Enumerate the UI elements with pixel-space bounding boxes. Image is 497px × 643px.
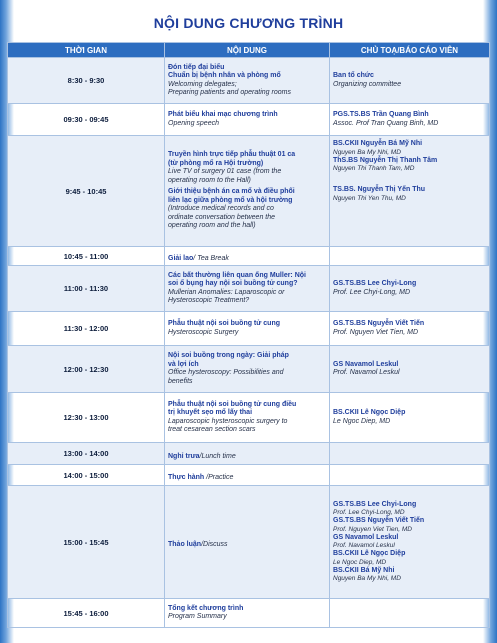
content-vi: Thảo luận xyxy=(168,541,202,548)
table-row xyxy=(8,58,490,104)
content-vi: Thực hành xyxy=(168,474,205,481)
chair-en: Nguyen Ba My Nhi, MD xyxy=(333,148,401,156)
content-cell xyxy=(165,599,330,628)
content-en: Program Summary xyxy=(168,613,227,620)
table-row xyxy=(8,599,490,628)
table-row xyxy=(8,312,490,346)
chair-cell xyxy=(330,443,490,465)
chair-en: Prof. Nguyen Viet Tien, MD xyxy=(333,328,419,336)
chair-vi: GS.TS.BS Lee Chyi-Long xyxy=(333,280,417,287)
chair-vi: GS.TS.BS Nguyễn Viết Tiến xyxy=(333,517,425,525)
content-en: Opening speech xyxy=(168,119,219,127)
chair-en: Organizing committee xyxy=(333,80,402,88)
time-cell: 12:00 - 12:30 xyxy=(8,346,165,393)
content-en: Office hysteroscopy: Possibilities and xyxy=(168,369,284,376)
time-cell: 12:30 - 13:00 xyxy=(8,393,165,443)
content-vi: Phẫu thuật nội soi buồng tử cung điều xyxy=(168,400,297,408)
chair-cell xyxy=(330,599,490,628)
chair-vi: BS.CKII Lê Ngọc Diệp xyxy=(333,550,406,558)
header-chair: CHỦ TOẠ/BÁO CÁO VIÊN xyxy=(330,43,490,58)
content-cell xyxy=(165,104,330,136)
content-en: Preparing patients and operating rooms xyxy=(168,89,291,96)
content-vi: Các bất thường liên quan ống Muller: Nội xyxy=(168,271,306,279)
content-cell xyxy=(165,58,330,104)
content-cell xyxy=(165,346,330,393)
table-row xyxy=(8,266,490,312)
content-en: Welcoming delegates; xyxy=(168,80,237,88)
content-vi: Phẫu thuật nội soi buồng tử cung xyxy=(168,320,280,327)
chair-en: Prof. Navamol Leskul xyxy=(333,369,400,376)
content-cell xyxy=(165,486,330,599)
chair-en: Nguyen Ba My Nhi, MD xyxy=(333,575,401,583)
chair-en: Prof. Nguyen Viet Tien, MD xyxy=(333,525,412,533)
chair-vi: BS.CKII Bá Mỹ Nhi xyxy=(333,566,395,574)
table-row xyxy=(8,247,490,266)
content-sep: / xyxy=(199,452,202,460)
time-cell: 14:00 - 15:00 xyxy=(8,465,165,486)
content-en: treat cesarean section scars xyxy=(168,426,256,433)
content-sep: / xyxy=(201,541,204,548)
chair-cell xyxy=(330,312,490,346)
chair-cell xyxy=(330,465,490,486)
chair-vi: GS Navamol Leskul xyxy=(333,533,399,541)
content-vi: Giải lao xyxy=(168,255,194,262)
content-en: Live TV of surgery 01 case (from the xyxy=(168,168,282,176)
table-row xyxy=(8,486,490,599)
content-cell xyxy=(165,443,330,465)
chair-cell xyxy=(330,486,490,599)
content-cell xyxy=(165,393,330,443)
table-row xyxy=(8,465,490,486)
chair-vi: PGS.TS.BS Trần Quang Bình xyxy=(333,111,429,118)
chair-vi: TS.BS. Nguyễn Thị Yến Thu xyxy=(333,186,426,193)
content-sep: / xyxy=(193,255,198,262)
chair-en: Nguyen Thi Yen Thu, MD xyxy=(333,194,406,202)
content-vi: soi ổ bụng hay nội soi buồng tử cung? xyxy=(168,280,298,287)
content-vi: (từ phòng mổ ra Hội trường) xyxy=(168,159,264,167)
content-vi: Chuẩn bị bệnh nhân và phòng mổ xyxy=(168,72,281,79)
content-en: ordinate conversation between the xyxy=(168,213,276,221)
content-cell xyxy=(165,465,330,486)
chair-en: Prof. Lee Chyi-Long, MD xyxy=(333,288,411,296)
chair-vi: GS Navamol Leskul xyxy=(333,360,399,368)
content-vi: Tổng kết chương trình xyxy=(168,604,244,612)
chair-vi: ThS.BS Nguyễn Thị Thanh Tâm xyxy=(333,156,438,164)
table-row xyxy=(8,136,490,247)
content-en: Mullerian Anomalies: Laparoscopic or xyxy=(168,288,285,296)
table-row xyxy=(8,393,490,443)
chair-en: Prof. Lee Chyi-Long, MD xyxy=(333,509,405,517)
chair-cell xyxy=(330,104,490,136)
table-row xyxy=(8,443,490,465)
chair-vi: BS.CKII Nguyễn Bá Mỹ Nhi xyxy=(333,140,423,147)
content-vi: Nội soi buồng trong ngày: Giải pháp xyxy=(168,352,289,359)
chair-en: Le Ngoc Diep, MD xyxy=(333,558,387,566)
chair-vi: GS.TS.BS Nguyễn Viết Tiến xyxy=(333,320,425,327)
header-content: NỘI DUNG xyxy=(165,43,330,58)
content-vi: và lợi ích xyxy=(168,360,199,368)
chair-cell xyxy=(330,266,490,312)
chair-vi: GS.TS.BS Lee Chyi-Long xyxy=(333,500,417,508)
chair-cell xyxy=(330,247,490,266)
content-cell xyxy=(165,247,330,266)
content-en: Discuss xyxy=(203,541,228,548)
content-en: Laparoscopic hysteroscopic surgery to xyxy=(168,417,288,425)
chair-cell xyxy=(330,346,490,393)
content-cell xyxy=(165,312,330,346)
content-cell xyxy=(165,266,330,312)
time-cell: 10:45 - 11:00 xyxy=(8,247,165,266)
chair-cell xyxy=(330,58,490,104)
content-vi: Phát biểu khai mạc chương trình xyxy=(168,111,278,118)
content-en: benefits xyxy=(168,377,193,385)
time-cell: 11:30 - 12:00 xyxy=(8,312,165,346)
time-cell: 9:45 - 10:45 xyxy=(8,136,165,247)
content-en: operating room to the Hall) xyxy=(168,176,251,184)
content-en: Hysteroscopic Treatment? xyxy=(168,297,250,304)
content-en: Lunch time xyxy=(201,452,236,460)
content-cell xyxy=(165,136,330,247)
program-table xyxy=(7,42,490,628)
chair-cell xyxy=(330,393,490,443)
content-vi: Giới thiệu bệnh án ca mổ và điều phối xyxy=(168,188,295,196)
chair-cell xyxy=(330,136,490,247)
content-en: Practice xyxy=(208,474,234,481)
time-cell: 11:00 - 11:30 xyxy=(8,266,165,312)
time-cell: 15:00 - 15:45 xyxy=(8,486,165,599)
header-time: THỜI GIAN xyxy=(8,43,165,58)
table-row xyxy=(8,104,490,136)
content-en: Hysteroscopic Surgery xyxy=(168,328,239,336)
page-title: NỘI DUNG CHƯƠNG TRÌNH xyxy=(153,15,344,31)
chair-vi: Ban tổ chức xyxy=(333,72,374,79)
time-cell: 13:00 - 14:00 xyxy=(8,443,165,465)
content-vi: liên lạc giữa phòng mổ và hội trường xyxy=(168,196,293,204)
content-vi: Nghỉ trưa xyxy=(168,452,200,460)
chair-en: Prof. Navamol Leskul xyxy=(333,542,395,550)
content-vi: Đón tiếp đại biểu xyxy=(168,63,225,71)
chair-vi: BS.CKII Lê Ngọc Diệp xyxy=(333,409,406,416)
content-en: (Introduce medical records and co xyxy=(168,205,274,213)
table-row xyxy=(8,346,490,393)
chair-en: Assoc. Prof Tran Quang Binh, MD xyxy=(333,119,439,127)
content-vi: trị khuyết sẹo mổ lấy thai xyxy=(168,409,253,416)
chair-en: Le Ngoc Diep, MD xyxy=(333,417,391,425)
content-sep: / xyxy=(204,474,209,481)
content-en: operating room and the hall) xyxy=(168,222,256,230)
content-en: Tea Break xyxy=(197,255,229,262)
chair-en: Nguyen Thi Thanh Tam, MD xyxy=(333,165,415,172)
time-cell: 09:30 - 09:45 xyxy=(8,104,165,136)
table-header-row xyxy=(8,43,490,58)
time-cell: 15:45 - 16:00 xyxy=(8,599,165,628)
time-cell: 8:30 - 9:30 xyxy=(8,58,165,104)
content-vi: Truyền hình trực tiếp phẫu thuật 01 ca xyxy=(168,151,296,159)
